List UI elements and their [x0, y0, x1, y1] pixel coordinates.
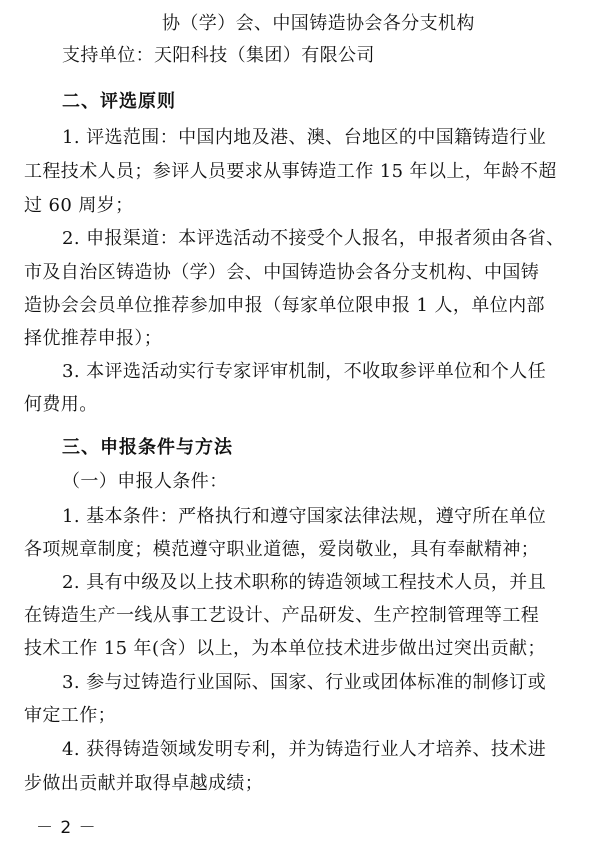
text-line-19: 技术工作 15 年(含）以上，为本单位技术进步做出过突出贡献；: [24, 638, 546, 659]
text-line-6: 过 60 周岁；: [24, 195, 134, 216]
text-line-1: 协（学）会、中国铸造协会各分支机构: [162, 13, 475, 34]
page-number: － 2 －: [36, 818, 97, 838]
text-line-16: 各项规章制度；模范遵守职业道德，爱岗敬业，具有奉献精神；: [24, 539, 540, 560]
text-line-17: 2. 具有中级及以上技术职称的铸造领域工程技术人员，并且: [62, 572, 547, 593]
text-line-8: 市及自治区铸造协（学）会、中国铸造协会各分支机构、中国铸: [24, 262, 540, 283]
subheading-applicant-conditions: （一）申报人条件：: [62, 471, 228, 492]
text-line-5: 工程技术人员；参评人员要求从事铸造工作 15 年以上，年龄不超: [24, 161, 557, 182]
text-line-15: 1. 基本条件：严格执行和遵守国家法律法规，遵守所在单位: [62, 506, 547, 527]
text-line-4: 1. 评选范围：中国内地及港、澳、台地区的中国籍铸造行业: [62, 127, 547, 148]
section-heading-2: 二、评选原则: [62, 91, 176, 112]
text-line-20: 3. 参与过铸造行业国际、国家、行业或团体标准的制修订或: [62, 672, 547, 693]
text-line-12: 何费用。: [24, 394, 98, 415]
text-line-23: 步做出贡献并取得卓越成绩；: [24, 773, 264, 794]
text-line-21: 审定工作；: [24, 705, 116, 726]
section-heading-3: 三、申报条件与方法: [62, 437, 233, 458]
text-line-7: 2. 申报渠道：本评选活动不接受个人报名，申报者须由各省、: [62, 228, 565, 249]
text-line-9: 造协会会员单位推荐参加申报（每家单位限申报 1 人，单位内部: [24, 295, 545, 316]
text-line-18: 在铸造生产一线从事工艺设计、产品研发、生产控制管理等工程: [24, 605, 540, 626]
text-line-10: 择优推荐申报）；: [24, 328, 163, 349]
text-line-11: 3. 本评选活动实行专家评审机制，不收取参评单位和个人任: [62, 361, 547, 382]
text-line-22: 4. 获得铸造领域发明专利，并为铸造行业人才培养、技术进: [62, 739, 547, 760]
supporting-unit-line: 支持单位：天阳科技（集团）有限公司: [62, 45, 375, 66]
